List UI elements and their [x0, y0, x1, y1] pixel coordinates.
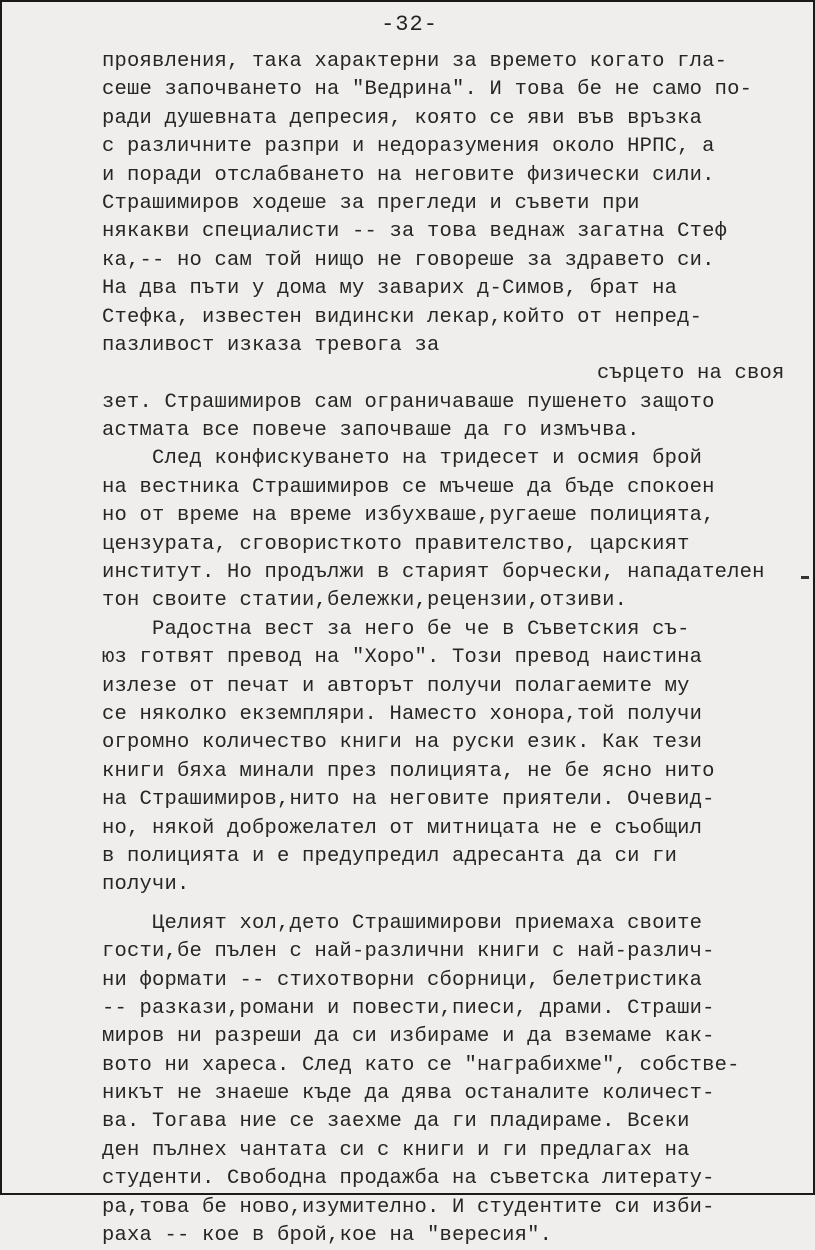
- text-line: миров ни разреши да си избираме и да вземаме как-: [102, 1025, 715, 1049]
- text-line: Радостна вест за него бе че в Съветския съ-: [102, 617, 690, 641]
- text-line: проявления, така характерни за времето когато гла-: [102, 50, 728, 73]
- text-line: на Страшимиров,нито на неговите приятели. Очевид-: [102, 788, 715, 812]
- text-line: се няколко екземпляри. Наместо хонора,той получи: [102, 703, 703, 726]
- text-line: книги бяха минали през полицията, не бе ясно нито: [102, 759, 715, 783]
- margin-mark: [801, 576, 809, 579]
- text-line: -- разкази,романи и повести,пиеси, драми. Страши-: [102, 996, 715, 1020]
- text-line: ва. Тогава ние се заехме да ги пладираме. Всеки: [102, 1110, 690, 1134]
- text-line: сърцето на своя: [597, 362, 785, 386]
- text-line: юз готвят превод на "Хоро". Този превод наистина: [102, 646, 703, 670]
- page-number: -32-: [381, 12, 438, 37]
- text-line: институт. Но продължи в старият борчески, нападателен тон своите статии,бележки,рецензии,отзиви.: [102, 561, 765, 613]
- typed-text: [102, 48, 814, 1250]
- text-line: ден пълнех чантата си с книги и ги предлагах на: [102, 1138, 690, 1162]
- text-line: но, някой доброжелател от митницата не е съобщил: [102, 816, 703, 840]
- text-line: на вестника Страшимиров се мъчеше да бъде спокоен: [102, 475, 715, 499]
- text-line: в полицията и е предупредил адресанта да си ги: [102, 844, 678, 868]
- text-line: вото ни хареса. След като се "награбихме", собстве-: [102, 1053, 740, 1077]
- text-line: и поради отслабването на неговите физически сили.: [102, 163, 715, 187]
- text-line: ради душевната депресия, която се яви във връзка: [102, 106, 703, 130]
- text-line: Страшимиров ходеше за прегледи и съвети при: [102, 191, 640, 215]
- text-line: гости,бе пълен с най-различни книги с най-различ-: [102, 940, 715, 964]
- text-line: зет. Страшимиров сам ограничаваше пушенето защото: [102, 390, 715, 414]
- text-line: получи.: [102, 873, 190, 897]
- text-line: пазливост изказа тревога за: [102, 333, 440, 357]
- text-line: ра,това бе ново,изумително. И студентите си изби-: [102, 1195, 715, 1219]
- text-line: астмата все повече започваше да го измъчва.: [102, 419, 640, 443]
- text-line: никът не знаеше къде да дява останалите количест-: [102, 1082, 715, 1106]
- text-line: След конфискуването на тридесет и осмия брой: [102, 447, 703, 471]
- text-line: Целият хол,дето Страшимирови приемаха своите: [102, 911, 703, 935]
- text-line: излезе от печат и авторът получи полагаемите му: [102, 674, 690, 698]
- text-line: някакви специалисти -- за това веднаж загатна Стеф: [102, 220, 728, 244]
- text-line: цензурата, сговористкото правителство, царският: [102, 532, 690, 556]
- text-line: с различните разпри и недоразумения около НРПС, а: [102, 135, 715, 159]
- text-line: студенти. Свободна продажба на съветска литерату-: [102, 1167, 715, 1191]
- text-line: На два пъти у дома му заварих д-Симов, брат на: [102, 277, 678, 301]
- text-line: но от време на време избухваше,ругаеше полицията,: [102, 504, 715, 528]
- text-line: Стефка, известен видински лекар,който от непред-: [102, 305, 703, 329]
- text-line: огромно количество книги на руски език. Как тези: [102, 731, 703, 755]
- text-line: ни формати -- стихотворни сборници, белетристика: [102, 968, 703, 992]
- text-line: сеше започването на "Ведрина". И това бе не само по-: [102, 78, 753, 102]
- text-line: ка,-- но сам той нищо не говореше за здравето си.: [102, 248, 715, 272]
- text-line: раха -- кое в брой,кое на "вересия".: [102, 1224, 553, 1248]
